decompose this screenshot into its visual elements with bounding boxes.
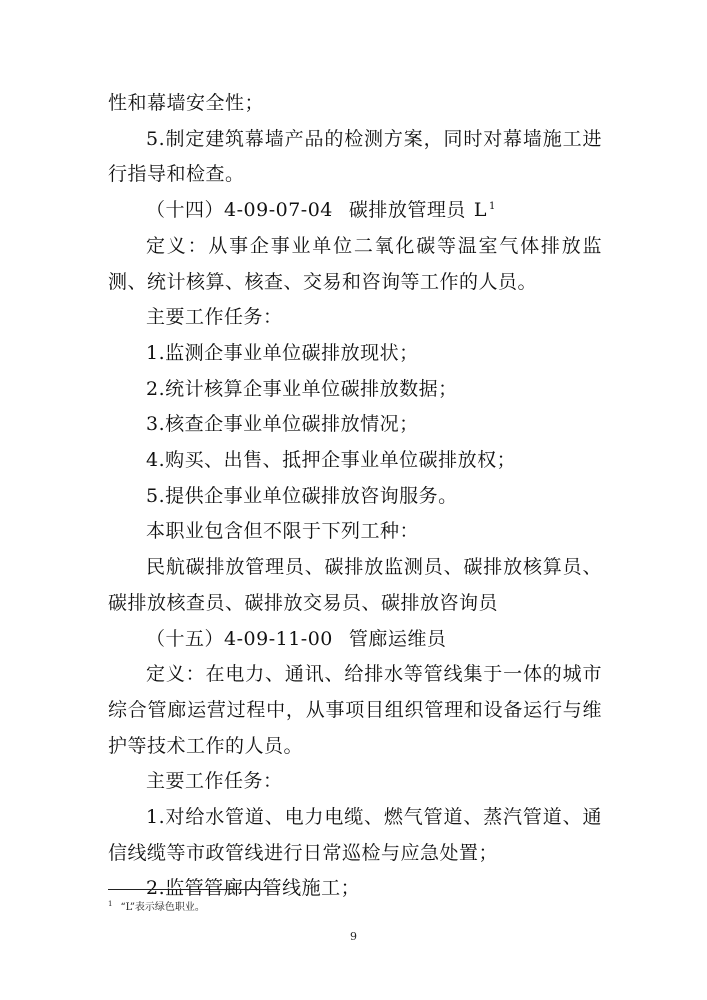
heading-number: （十五） <box>146 627 225 650</box>
list-item: 2.监管管廊内管线施工； <box>146 877 361 900</box>
footnote <box>108 901 205 915</box>
footnote-divider <box>108 889 280 890</box>
paragraph-line: 定义：从事企事业单位二氧化碳等温室气体排放监测、统计核算、核查、交易和咨询等工作的人员。 <box>108 234 602 293</box>
list-item: 5.提供企事业单位碳排放咨询服务。 <box>146 484 458 507</box>
heading-code: 4-09-07-04 <box>224 199 333 222</box>
page-number: 9 <box>350 930 357 943</box>
paragraph-line: 民航碳排放管理员、碳排放监测员、碳排放核算员、碳排放核查员、碳排放交易员、碳排放咨询员 <box>108 556 602 614</box>
list-item: 4.购买、出售、抵押企事业单位碳排放权； <box>146 449 517 472</box>
footnote-ref: 1 <box>489 200 496 212</box>
paragraph-line: 本职业包含但不限于下列工种： <box>146 520 420 543</box>
body-text <box>108 86 602 907</box>
section-heading-15 <box>108 622 602 658</box>
heading-title: 碳排放管理员 <box>348 199 466 222</box>
footnote-marker: 1 <box>108 899 113 908</box>
paragraph-line: 主要工作任务： <box>146 306 283 329</box>
section-heading-14 <box>108 193 602 229</box>
footnote-text: “L”表示绿色职业。 <box>120 902 205 913</box>
paragraph-line: 性和幕墙安全性； <box>108 92 265 114</box>
list-item: 1.监测企事业单位碳排放现状； <box>146 341 419 364</box>
heading-number: （十四） <box>146 199 225 222</box>
list-item: 2.统计核算企事业单位碳排放数据； <box>146 377 458 400</box>
heading-title: 管廊运维员 <box>348 627 447 650</box>
list-item: 3.核查企事业单位碳排放情况； <box>146 413 419 436</box>
paragraph-line: 定义：在电力、通讯、给排水等管线集于一体的城市综合管廊运营过程中，从事项目组织管理和设备运行与维护等技术工作的人员。 <box>108 663 602 757</box>
paragraph-line: 主要工作任务： <box>146 770 283 793</box>
green-occupation-mark: L <box>473 199 488 222</box>
list-item: 1.对给水管道、电力电缆、燃气管道、蒸汽管道、通信线缆等市政管线进行日常巡检与应急处置； <box>108 806 602 864</box>
heading-code: 4-09-11-00 <box>224 627 333 650</box>
paragraph-line: 5.制定建筑幕墙产品的检测方案，同时对幕墙施工进行指导和检查。 <box>108 127 602 186</box>
